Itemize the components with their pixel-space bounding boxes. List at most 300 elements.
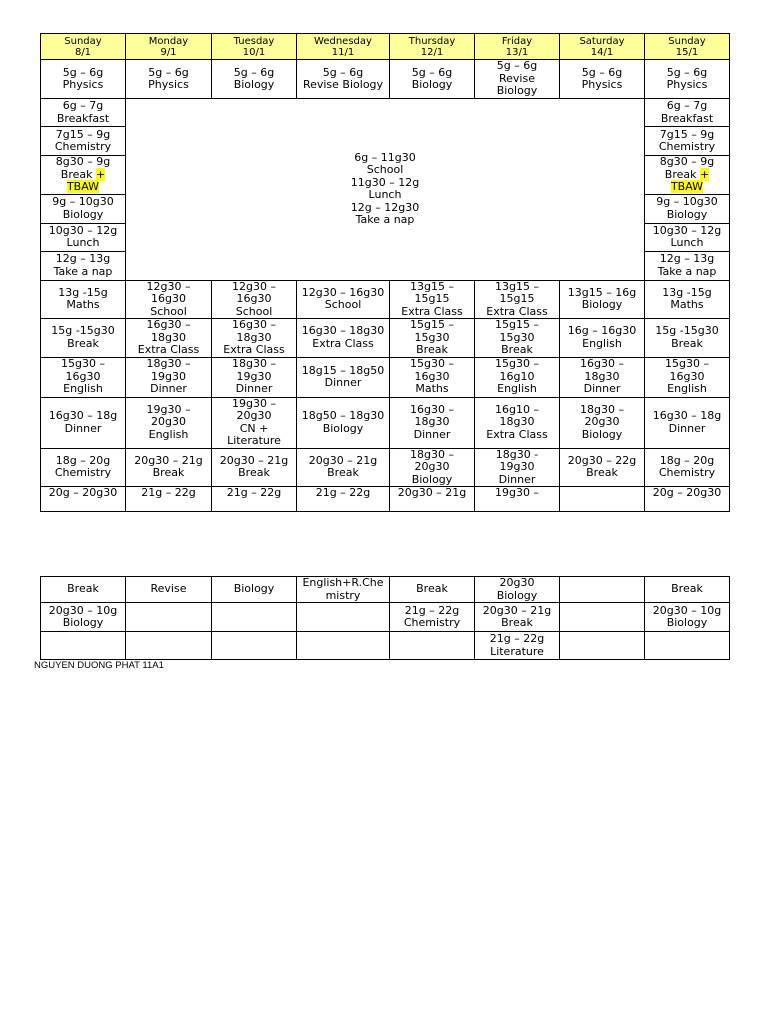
schedule-cell <box>212 487 297 512</box>
schedule-cell <box>297 632 390 660</box>
cell-line: Take a nap <box>657 264 717 278</box>
day-header <box>390 34 475 60</box>
cell-line: Biology <box>411 472 453 486</box>
day-header <box>212 34 297 60</box>
schedule-cell <box>560 632 645 660</box>
schedule-cell <box>212 319 297 358</box>
cell-line: Chemistry <box>54 466 112 480</box>
schedule-cell <box>126 280 212 319</box>
cell-line: Lunch <box>670 236 704 249</box>
cell-line: English <box>582 336 622 350</box>
cell-line: 15g -15g30 <box>655 324 719 338</box>
cell-line: 6g – 11g30 <box>354 150 416 164</box>
cell-line: 16g30 – 18g <box>652 409 722 422</box>
table-row <box>41 487 730 512</box>
cell-line: Break <box>586 466 618 480</box>
schedule-cell <box>41 223 126 251</box>
cell-line: Break <box>416 343 448 356</box>
schedule-cell <box>645 156 730 195</box>
schedule-cell <box>390 632 475 660</box>
table-row <box>41 60 730 99</box>
schedule-cell <box>41 127 126 156</box>
schedule-cell <box>475 603 560 632</box>
cell-line: 15g30 – <box>665 357 709 371</box>
cell-line: Break <box>152 466 185 480</box>
schedule-cell <box>297 397 390 448</box>
cell-line: 9g – 10g30 <box>656 195 718 208</box>
cell-line: Dinner <box>64 421 102 435</box>
table-row <box>41 34 730 60</box>
cell-line: 16g30 – <box>580 357 624 371</box>
schedule-cell <box>126 357 212 397</box>
cell-line: 11/1 <box>331 46 355 58</box>
schedule-cell <box>126 487 212 512</box>
cell-line: Friday <box>501 35 533 47</box>
cell-line: 6g – 7g <box>62 99 104 112</box>
table-row <box>41 397 730 448</box>
cell-line: 14/1 <box>590 46 614 58</box>
cell-line: Chemistry <box>54 140 112 153</box>
table-row <box>41 319 730 358</box>
cell-line: Literature <box>490 644 544 658</box>
cell-line: 10g30 – 12g <box>48 223 118 237</box>
cell-line: Biology <box>666 616 708 629</box>
cell-line: 7g15 – 9g <box>659 127 715 141</box>
cell-line: 12g30 – <box>146 280 191 293</box>
cell-line: 19g30 – <box>146 402 191 416</box>
cell-line: Extra Class <box>486 304 548 318</box>
cell-line: 20g30 <box>236 409 272 422</box>
cell-line: Break <box>327 466 359 480</box>
schedule-cell <box>645 223 730 251</box>
schedule-cell <box>475 357 560 397</box>
schedule-cell <box>475 487 560 512</box>
schedule-cell <box>212 357 297 397</box>
cell-line: Chemistry <box>403 616 461 629</box>
cell-line: 19g30 <box>151 369 186 383</box>
cell-line: 18g30 - <box>495 448 539 461</box>
cell-line: Revise <box>150 582 187 596</box>
schedule-cell <box>41 357 126 397</box>
day-header <box>297 34 390 60</box>
cell-line: Dinner <box>583 382 621 396</box>
cell-line: 12g – 13g <box>659 252 715 265</box>
cell-line: 20g30 <box>414 460 450 473</box>
table-row <box>41 603 730 632</box>
cell-line: School <box>324 298 362 312</box>
cell-line: Literature <box>227 434 281 447</box>
cell-line: Take a nap <box>355 213 415 227</box>
cell-line: 6g – 7g <box>666 99 708 112</box>
schedule-cell <box>41 487 126 512</box>
cell-line: School <box>235 304 273 318</box>
cell-line: TBAW <box>670 180 704 193</box>
cell-line: Breakfast <box>660 111 714 125</box>
cell-line: Biology <box>496 588 538 602</box>
cell-line: 18g50 – 18g30 <box>301 409 385 422</box>
cell-line: Physics <box>148 78 189 91</box>
cell-line: Biology <box>581 427 623 441</box>
schedule-cell <box>475 632 560 660</box>
cell-line: 16g30 – <box>232 318 276 331</box>
schedule-cell <box>560 60 645 99</box>
cell-line: Maths <box>415 382 449 396</box>
schedule-cell <box>126 60 212 99</box>
cell-line: 16g10 <box>499 369 535 383</box>
cell-line: 16g10 – <box>495 402 539 416</box>
schedule-cell <box>41 632 126 660</box>
schedule-cell <box>41 194 126 223</box>
cell-line: Break + <box>664 167 710 181</box>
cell-line: Lunch <box>368 188 402 202</box>
schedule-cell <box>560 603 645 632</box>
cell-line: 8/1 <box>74 46 92 58</box>
day-header <box>41 34 126 60</box>
cell-line: 21g – 22g <box>489 632 545 645</box>
day-header <box>475 34 560 60</box>
cell-line: 12/1 <box>420 46 444 58</box>
table-row <box>41 357 730 397</box>
cell-line: 15g15 <box>499 292 535 305</box>
cell-line: 18g – 20g <box>659 453 715 467</box>
cell-line: 13/1 <box>505 46 529 58</box>
cell-line: 15g30 – <box>410 357 454 371</box>
schedule-cell <box>560 577 645 603</box>
cell-line: Take a nap <box>53 264 113 278</box>
cell-line: 19g30 – <box>495 486 539 499</box>
cell-line: Biology <box>666 207 708 221</box>
schedule-cell <box>390 577 475 603</box>
cell-line: Biology <box>62 207 104 221</box>
cell-line: School <box>150 304 187 318</box>
schedule-cell <box>126 397 212 448</box>
cell-line: 16g30 – 18g <box>48 409 118 422</box>
schedule-cell <box>560 397 645 448</box>
cell-line: Biology <box>322 421 364 435</box>
cell-line: Biology <box>233 78 275 91</box>
cell-line: 13g -15g <box>662 285 712 299</box>
table-row <box>41 632 730 660</box>
schedule-cell <box>645 99 730 127</box>
schedule-cell <box>645 397 730 448</box>
table-row <box>41 99 730 127</box>
cell-line: 5g – 6g <box>322 65 364 79</box>
cell-line: Dinner <box>235 382 273 396</box>
schedule-cell <box>41 397 126 448</box>
cell-line: 15g15 – <box>495 318 539 331</box>
cell-line: 21g – 22g <box>226 486 282 499</box>
cell-line: Dinner <box>150 382 187 396</box>
cell-line: Break <box>671 582 703 596</box>
schedule-cell <box>645 280 730 319</box>
cell-line: Biology <box>233 582 275 596</box>
cell-line: 11g30 – 12g <box>350 175 420 189</box>
schedule-cell <box>41 156 126 195</box>
cell-line: 20g30 – 21g <box>134 453 203 467</box>
cell-line: 5g – 6g <box>148 65 189 79</box>
cell-line: 13g15 – <box>495 280 539 293</box>
cell-line: Extra Class <box>312 336 374 350</box>
cell-line: English+R.Che <box>302 576 384 589</box>
table-row <box>41 448 730 487</box>
cell-line: Break <box>238 466 270 480</box>
cell-line: CN + <box>239 421 269 435</box>
weekly-schedule-table <box>40 33 730 512</box>
schedule-cell <box>475 577 560 603</box>
schedule-cell <box>126 577 212 603</box>
cell-line: Break + <box>60 167 106 181</box>
cell-line: 19g30 – <box>232 397 276 410</box>
cell-line: English <box>148 427 189 441</box>
cell-line: 12g30 – 16g30 <box>301 285 385 299</box>
cell-line: 12g – 12g30 <box>350 200 420 214</box>
cell-line: Physics <box>581 78 623 91</box>
schedule-cell <box>645 194 730 223</box>
schedule-cell <box>41 280 126 319</box>
cell-line: Revise <box>499 71 535 85</box>
schedule-cell <box>297 448 390 487</box>
schedule-cell <box>212 577 297 603</box>
cell-line: 20g30 – 10g <box>652 603 722 617</box>
schedule-cell <box>390 280 475 319</box>
cell-line: 20g30 – 21g <box>308 453 378 467</box>
cell-line: Break <box>67 336 99 350</box>
cell-line: 15g -15g30 <box>51 324 115 338</box>
cell-line: 15/1 <box>675 46 699 58</box>
cell-line: Monday <box>148 35 189 47</box>
cell-line: mistry <box>325 588 361 602</box>
cell-line: TBAW <box>66 180 100 193</box>
cell-line: 16g30 <box>669 369 705 383</box>
schedule-cell <box>475 60 560 99</box>
schedule-cell <box>390 603 475 632</box>
schedule-cell <box>297 280 390 319</box>
schedule-cell <box>41 60 126 99</box>
cell-line: 15g15 – <box>410 318 454 331</box>
cell-line: 8g30 – 9g <box>659 155 715 168</box>
cell-line: Physics <box>62 78 104 91</box>
cell-line: 16g30 – 18g30 <box>301 324 385 338</box>
cell-line: 20g30 – 22g <box>567 453 637 467</box>
schedule-cell <box>560 448 645 487</box>
cell-line: 21g – 22g <box>404 603 460 617</box>
cell-line: 15g30 – <box>61 357 105 371</box>
cell-line: 8g30 – 9g <box>55 155 111 168</box>
cell-line: 20g – 20g30 <box>48 486 118 499</box>
cell-line: Maths <box>670 298 704 312</box>
cell-line: 18g – 20g <box>55 453 111 467</box>
schedule-cell <box>297 603 390 632</box>
schedule-cell <box>212 603 297 632</box>
cell-line: 7g15 – 9g <box>55 127 111 141</box>
cell-line: Revise Biology <box>302 78 384 91</box>
cell-line: 20g30 <box>584 415 620 429</box>
cell-line: 19g30 <box>236 369 272 383</box>
cell-line: 15g15 <box>414 292 450 305</box>
schedule-cell <box>560 280 645 319</box>
cell-line: Sunday <box>668 35 706 47</box>
cell-line: 16g30 – <box>410 402 454 416</box>
schedule-cell <box>645 603 730 632</box>
cell-line: Wednesday <box>314 35 372 47</box>
schedule-cell <box>41 99 126 127</box>
cell-line: Break <box>501 616 533 629</box>
cell-line: 20g30 <box>499 576 535 589</box>
cell-line: 5g – 6g <box>666 65 708 79</box>
cell-line: Biology <box>496 84 538 98</box>
school-block-cell <box>126 99 645 281</box>
cell-line: 19g30 <box>499 460 535 473</box>
schedule-cell <box>390 487 475 512</box>
cell-line: 13g15 – <box>410 280 454 293</box>
cell-line: 18g30 – <box>232 357 276 371</box>
schedule-cell <box>41 577 126 603</box>
schedule-cell <box>212 448 297 487</box>
cell-line: 9g – 10g30 <box>52 195 114 208</box>
cell-line: Tuesday <box>233 35 275 47</box>
schedule-cell <box>560 319 645 358</box>
schedule-cell <box>126 632 212 660</box>
schedule-cell <box>41 448 126 487</box>
schedule-cell <box>645 127 730 156</box>
schedule-cell <box>297 577 390 603</box>
cell-line: Chemistry <box>658 466 716 480</box>
cell-line: 16g30 <box>236 292 272 305</box>
cell-line: 18g30 <box>236 330 272 344</box>
table-row <box>41 577 730 603</box>
schedule-cell <box>126 603 212 632</box>
cell-line: Biology <box>411 78 453 91</box>
cell-line: 15g30 <box>414 330 450 344</box>
cell-line: Biology <box>62 616 104 629</box>
cell-line: Dinner <box>498 472 536 486</box>
schedule-cell <box>645 319 730 358</box>
cell-line: Extra Class <box>486 427 548 441</box>
cell-line: Lunch <box>66 236 100 249</box>
cell-line: 21g – 22g <box>141 486 196 499</box>
schedule-cell <box>297 319 390 358</box>
schedule-cell <box>41 603 126 632</box>
cell-line: 15g30 <box>499 330 535 344</box>
cell-line: Break <box>67 582 99 596</box>
cell-line: Break <box>671 336 703 350</box>
cell-line: Dinner <box>413 427 451 441</box>
schedule-cell <box>126 319 212 358</box>
cell-line: 5g – 6g <box>62 65 104 79</box>
schedule-cell <box>390 357 475 397</box>
cell-line: Extra Class <box>223 343 285 356</box>
cell-line: 16g30 – <box>146 318 191 331</box>
schedule-cell <box>390 448 475 487</box>
cell-line: School <box>366 163 404 177</box>
schedule-cell <box>560 487 645 512</box>
schedule-cell <box>212 397 297 448</box>
cell-line: English <box>497 382 537 396</box>
cell-line: 16g30 <box>151 292 186 305</box>
cell-line: 5g – 6g <box>411 65 453 79</box>
cell-line: Dinner <box>324 376 362 389</box>
schedule-cell <box>475 280 560 319</box>
day-header <box>645 34 730 60</box>
schedule-cell <box>390 60 475 99</box>
cell-line: Break <box>501 343 533 356</box>
cell-line: English <box>667 382 707 396</box>
cell-line: Break <box>416 582 448 596</box>
cell-line: Thursday <box>408 35 456 47</box>
cell-line: 9/1 <box>160 46 177 58</box>
cell-line: 12g – 13g <box>55 252 111 265</box>
schedule-cell <box>645 357 730 397</box>
cell-line: 5g – 6g <box>233 65 275 79</box>
schedule-cell <box>645 632 730 660</box>
schedule-cell <box>41 319 126 358</box>
cell-line: 12g30 – <box>232 280 276 293</box>
cell-line: 18g30 – <box>580 402 624 416</box>
cell-line: 20g30 – 21g <box>397 486 467 499</box>
schedule-cell <box>390 319 475 358</box>
schedule-cell <box>645 60 730 99</box>
cell-line: Breakfast <box>56 111 110 125</box>
cell-line: 16g – 16g30 <box>567 324 637 338</box>
cell-line: 20g30 – 10g <box>48 603 118 617</box>
schedule-cell <box>212 280 297 319</box>
schedule-cell <box>560 357 645 397</box>
cell-line: Physics <box>666 78 708 91</box>
table-row <box>41 280 730 319</box>
schedule-cell <box>645 577 730 603</box>
cell-line: 18g15 – 18g50 <box>301 363 385 377</box>
schedule-cell <box>41 251 126 280</box>
cell-line: Sunday <box>64 35 102 47</box>
student-signature: NGUYEN DUONG PHAT 11A1 <box>34 660 164 671</box>
schedule-cell <box>212 632 297 660</box>
cell-line: Extra Class <box>401 304 463 318</box>
cell-line: 20g30 <box>151 415 186 429</box>
cell-line: 18g30 <box>499 415 535 429</box>
cell-line: Extra Class <box>137 343 200 356</box>
cell-line: 16g30 <box>414 369 450 383</box>
cell-line: 21g – 22g <box>315 486 371 499</box>
schedule-cell <box>212 60 297 99</box>
cell-line: 5g – 6g <box>581 65 623 79</box>
cell-line: 16g30 <box>65 369 101 383</box>
cell-line: English <box>63 382 103 396</box>
schedule-cell <box>297 487 390 512</box>
schedule-cell <box>475 397 560 448</box>
cell-line: Chemistry <box>658 140 716 153</box>
cell-line: Saturday <box>579 35 625 47</box>
cell-line: 13g -15g <box>58 285 108 299</box>
cell-line: 18g30 – <box>146 357 191 371</box>
cell-line: 10/1 <box>242 46 266 58</box>
schedule-cell <box>645 251 730 280</box>
cell-line: 13g15 – 16g <box>567 285 637 299</box>
day-header <box>560 34 645 60</box>
cell-line: Maths <box>66 298 100 312</box>
cell-line: 15g30 – <box>495 357 539 371</box>
cell-line: Biology <box>581 298 623 312</box>
extra-schedule-table <box>40 576 730 660</box>
schedule-cell <box>126 448 212 487</box>
schedule-cell <box>297 357 390 397</box>
schedule-cell <box>475 448 560 487</box>
cell-line: 18g30 <box>414 415 450 429</box>
cell-line: 18g30 <box>151 330 186 344</box>
schedule-cell <box>645 448 730 487</box>
cell-line: 20g30 – 21g <box>219 453 289 467</box>
schedule-cell <box>475 319 560 358</box>
cell-line: 20g – 20g30 <box>652 486 722 499</box>
